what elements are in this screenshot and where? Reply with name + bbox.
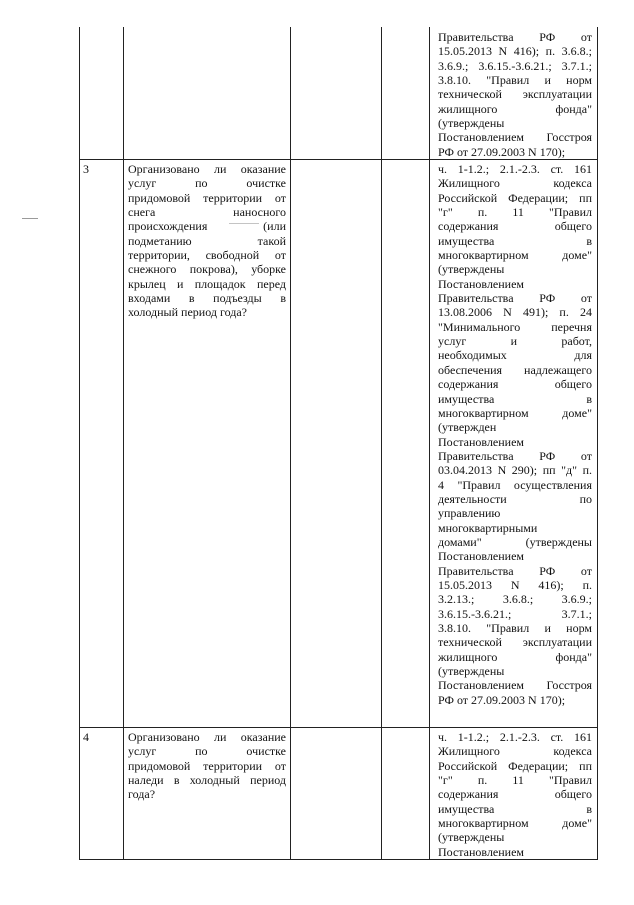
text-line: придомовой территории от <box>128 190 286 205</box>
text-line: 3.6.15.-3.6.21.; 3.7.1.; <box>438 606 592 621</box>
text-line: управлению <box>438 506 501 521</box>
text-line: 3.8.10. "Правил и норм <box>438 621 592 635</box>
text-line: РФ от 27.09.2003 N 170); <box>438 144 566 159</box>
text-line: услуг по очистке <box>128 176 286 191</box>
text-line: снежного покрова), уборке <box>128 262 286 277</box>
text-line: (утверждены <box>438 664 505 679</box>
text-line: холодный период года? <box>128 305 248 320</box>
col-divider-question <box>290 27 291 860</box>
text-line: необходимых для <box>438 348 592 363</box>
law-cell <box>438 162 592 707</box>
text-line: имущества в <box>438 801 592 816</box>
text-line: ч. 1-1.2.; 2.1.-2.3. ст. 161 <box>438 730 592 744</box>
text-line: Постановлением <box>438 276 525 291</box>
text-line: многоквартирном доме" <box>438 405 592 420</box>
text-line: года? <box>128 787 156 802</box>
text-line: "г" п. 11 "Правил <box>438 773 592 788</box>
text-line: Организовано ли оказание <box>128 730 286 744</box>
text-line: (утверждены <box>438 262 505 277</box>
text-line: РФ от 27.09.2003 N 170); <box>438 692 566 707</box>
text-line: содержания общего <box>438 219 592 234</box>
row-number: 4 <box>83 730 89 744</box>
text-line: 3.8.10. "Правил и норм <box>438 73 592 88</box>
text-line: Постановлением <box>438 844 525 859</box>
text-line: жилищного фонда" <box>438 649 592 664</box>
text-line: Правительства РФ от <box>438 563 592 578</box>
text-line: крылец и площадок перед <box>128 276 286 291</box>
scan-artifact <box>22 218 38 219</box>
text-line: подметанию такой <box>128 233 286 248</box>
text-line: входами в подъезды в <box>128 291 286 306</box>
text-line: Правительства РФ от <box>438 448 592 463</box>
text-line: Постановлением Госстроя <box>438 678 592 693</box>
text-line: содержания общего <box>438 377 592 392</box>
law-cell-continued <box>438 30 592 159</box>
text-line: Жилищного кодекса <box>438 176 592 191</box>
text-line: многоквартирными <box>438 520 538 535</box>
text-line: жилищного фонда" <box>438 101 592 116</box>
text-line: Правительства РФ от <box>438 291 592 306</box>
col-divider-comment <box>429 27 430 860</box>
text-line: снега наносного <box>128 205 286 220</box>
text-line: Российской Федерации; пп <box>438 758 592 773</box>
table-right-border <box>597 27 598 860</box>
question-cell <box>128 162 286 320</box>
text-line: обеспечения надлежащего <box>438 362 592 377</box>
text-line: придомовой территории от <box>128 758 286 773</box>
text-line: (утвержден <box>438 420 497 435</box>
text-line: ч. 1-1.2.; 2.1.-2.3. ст. 161 <box>438 162 592 176</box>
text-line: Организовано ли оказание <box>128 162 286 176</box>
text-line: Постановлением <box>438 549 525 564</box>
row-divider-3 <box>79 159 598 160</box>
text-line: Правительства РФ от <box>438 30 592 44</box>
text-line: имущества в <box>438 233 592 248</box>
text-line: 15.05.2013 N 416); п. <box>438 577 592 592</box>
text-line: 13.08.2006 N 491); п. 24 <box>438 305 592 320</box>
text-line: "Минимального перечня <box>438 319 592 334</box>
row-number: 3 <box>83 162 89 176</box>
text-line: Российской Федерации; пп <box>438 190 592 205</box>
text-line: (утверждены <box>438 830 505 845</box>
col-divider-answer <box>381 27 382 860</box>
law-cell <box>438 730 592 859</box>
text-line: 3.2.13.; 3.6.8.; 3.6.9.; <box>438 592 592 607</box>
text-line: "г" п. 11 "Правил <box>438 205 592 220</box>
text-line: 3.6.9.; 3.6.15.-3.6.21.; 3.7.1.; <box>438 58 592 73</box>
text-line: технической эксплуатации <box>438 635 592 650</box>
table-bottom-border <box>79 859 598 860</box>
text-line: территории, свободной от <box>128 248 286 263</box>
text-line: (утверждены <box>438 116 505 131</box>
text-line: домами" (утверждены <box>438 534 592 549</box>
question-cell <box>128 730 286 802</box>
text-line: 15.05.2013 N 416); п. 3.6.8.; <box>438 44 592 59</box>
row-divider-4 <box>79 727 598 728</box>
text-line: содержания общего <box>438 787 592 802</box>
text-line: Жилищного кодекса <box>438 744 592 759</box>
table-left-border <box>79 27 80 860</box>
text-line: технической эксплуатации <box>438 87 592 102</box>
text-line: многоквартирном доме" <box>438 816 592 831</box>
text-line: Постановлением <box>438 434 525 449</box>
text-line: наледи в холодный период <box>128 773 286 788</box>
text-line: услуг по очистке <box>128 744 286 759</box>
text-line: деятельности по <box>438 491 592 506</box>
text-line: Постановлением Госстроя <box>438 130 592 145</box>
text-line: 03.04.2013 N 290); пп "д" п. <box>438 463 592 478</box>
text-line: многоквартирном доме" <box>438 248 592 263</box>
text-line: происхождения (или <box>128 219 286 234</box>
text-line: услуг и работ, <box>438 334 592 349</box>
text-line: 4 "Правил осуществления <box>438 477 592 492</box>
col-divider-number <box>123 27 124 860</box>
text-line: имущества в <box>438 391 592 406</box>
